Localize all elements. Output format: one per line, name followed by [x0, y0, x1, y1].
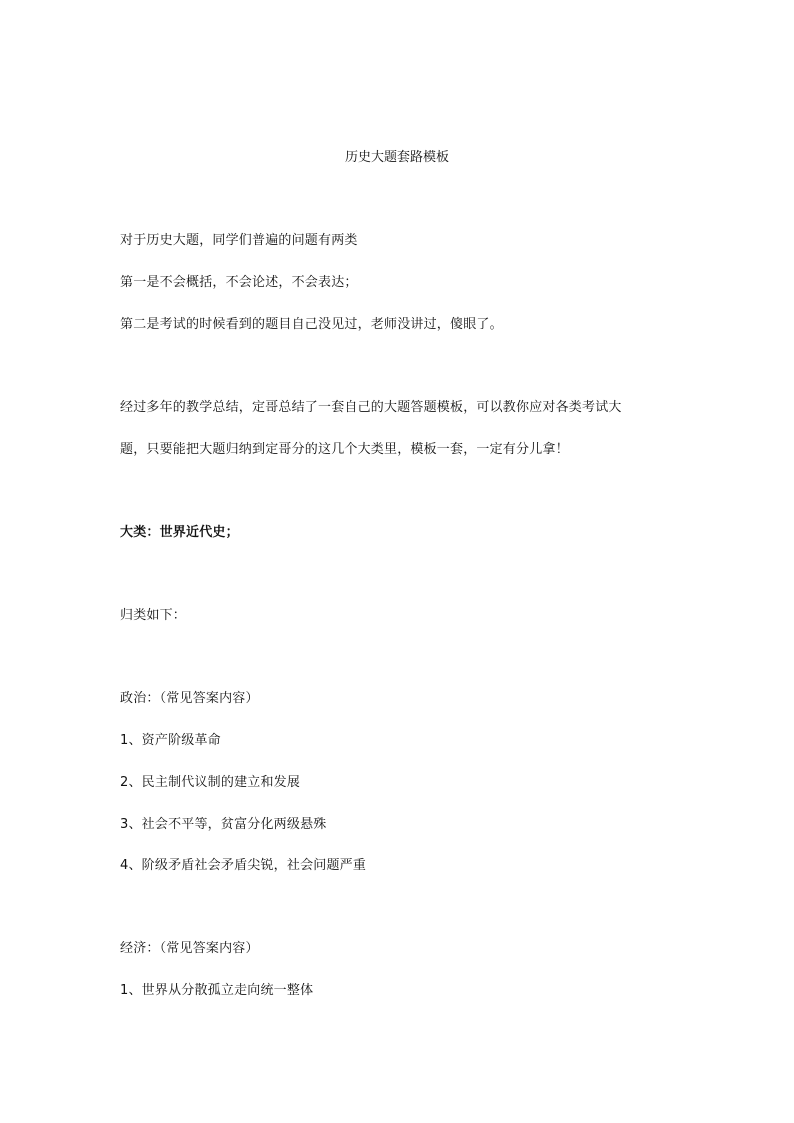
intro-line-3: 第二是考试的时候看到的题目自己没见过，老师没讲过，傻眼了。 — [120, 317, 503, 332]
intro-line-1: 对于历史大题，同学们普遍的问题有两类 — [120, 233, 358, 248]
economy-item-1: 1、世界从分散孤立走向统一整体 — [120, 983, 314, 998]
classify-label: 归类如下： — [120, 608, 187, 623]
politics-item-1: 1、资产阶级革命 — [120, 733, 221, 748]
summary-line-2: 题，只要能把大题归纳到定哥分的这几个大类里，模板一套，一定有分儿拿！ — [120, 442, 569, 457]
politics-heading: 政治：（常见答案内容） — [120, 691, 259, 706]
summary-line-1: 经过多年的教学总结，定哥总结了一套自己的大题答题模板，可以教你应对各类考试大 — [120, 400, 622, 415]
politics-item-3: 3、社会不平等，贫富分化两级悬殊 — [120, 817, 327, 832]
politics-item-2: 2、民主制代议制的建立和发展 — [120, 775, 301, 790]
document-title: 历史大题套路模板 — [344, 150, 449, 165]
politics-item-4: 4、阶级矛盾社会矛盾尖锐，社会问题严重 — [120, 858, 367, 873]
economy-heading: 经济：（常见答案内容） — [120, 941, 259, 956]
category-heading: 大类：世界近代史； — [120, 525, 239, 540]
intro-line-2: 第一是不会概括，不会论述，不会表达； — [120, 275, 358, 290]
